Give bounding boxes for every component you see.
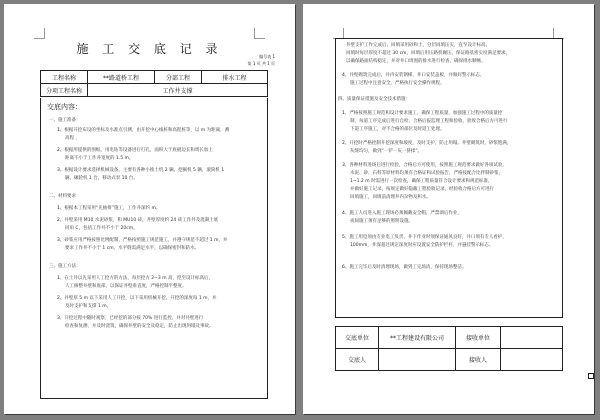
list-item-cont: 距离不小于工作井宽度的 1.5 m。 (65, 156, 134, 161)
content-heading: 交底内容： (47, 103, 82, 111)
label-subitem: 分项工程名称 (41, 84, 88, 97)
value-division: 排水工程 (202, 71, 268, 84)
list-item: 5、施工用电须由专业电工负责，井下作业时须保证通风良好，井口须有专人看护， (342, 235, 507, 240)
list-item-cont: 井壁支护工作完成后，回填采用砂和土，分层回填压实，直至设计标高。 (346, 43, 490, 48)
list-item-cont: 检查和复测，并及时浇筑，确保井壁的安全及稳定，防止出现坍塌及事故。 (65, 324, 214, 329)
label-issuing-unit: 交底单位 (336, 327, 379, 349)
label-project-name: 工程名称 (41, 71, 88, 84)
list-item-cont: 回填时每层厚度不超过 30 cm，回填后用压路机碾压，保证路基密实度满足要求， (346, 51, 510, 56)
value-receiving-unit (501, 327, 563, 349)
list-item-cont: 及时支护和支撑 1 m。 (65, 304, 112, 309)
list-item-cont: 人工修整井壁和底部，以保证井壁垂直度，严格控制平整度。 (65, 284, 187, 289)
list-item: 3、砂浆应用严格按照比例配制，严格按照施工规范施工，并遵守规范不超过 1 m，并 (57, 238, 228, 243)
list-item-cont: 1~1.2 m 时需进行一次检查，确保工程质量符合设计要求和规范标准， (350, 179, 493, 184)
resize-handle[interactable] (588, 373, 594, 379)
list-item-cont: 并做好施工记录，按规定做好隐蔽工程验收记录，经验收合格后方可进行 (350, 187, 494, 192)
value-project-name: **路道桥工程 (88, 71, 155, 84)
list-item-cont: 灰缝均匀，做到“一铲一灰一挤揉”。 (350, 149, 423, 154)
list-item-cont: 同角 C，包括工作井不小于 20cm。 (65, 226, 138, 231)
list-item: 1、根据本工程采用“先抽排”施工，工作井深约 m。 (57, 206, 161, 211)
list-item-cont: 辆，碾轮机 1 台，移动式泵 10 台。 (65, 176, 138, 181)
page-title: 施 工 交 底 记 录 (76, 42, 223, 56)
list-item: 2、开挖时严格控制开挖深度和坡度，及时支护，防止坍塌。井壁砌筑时，砂浆饱满， (342, 141, 512, 146)
info-row (41, 84, 268, 97)
section-heading: 三、施工方法： (49, 264, 81, 269)
value-issuer (379, 349, 456, 371)
serial-number: 编号表 1 (259, 54, 275, 59)
section-heading: 四、质量保证措施及安全技术措施： (338, 97, 410, 102)
info-row (41, 71, 268, 84)
list-item: 2、井壁采用 M10 水泥砂浆，和 MU10 砖，井壁厚度约 24 砖工作井及混凝土底 (57, 218, 219, 223)
value-receiver (501, 349, 563, 371)
content-box-continued (335, 38, 563, 318)
signature-table (335, 326, 563, 371)
document-page-right (303, 4, 594, 414)
list-item: 3、各种材料进场后进行检验，合格后方可使用，按照施工规范要求做好各项试验， (342, 163, 507, 168)
list-item-cont: 下道工序施工，对不合格的部位及时返工处理。 (350, 127, 445, 132)
list-item: 1、根据开挖布设的坐标及水准点引测，由开挖中心线桩和高程桩等，以 m 为距离，测 (57, 128, 230, 133)
list-item: 1、严格按照施工规范和设计要求施工，确保工程质量，加强施工过程中的质量控 (342, 111, 503, 116)
section-heading: 一、施工准备： (49, 118, 81, 123)
label-division: 分部工程 (155, 71, 202, 84)
list-item: 1、在土井以先采用人工挖方的方法，每层挖方 2~3 m 高，挖至设计标高后， (57, 276, 214, 281)
list-item-cont: 要求工作井不小于 1 cm，水平缝需满足水平，以确保密封和防水。 (65, 246, 200, 251)
document-page-left (4, 4, 295, 414)
list-item-cont: 施工过程中注意安全，严格执行安全操作规程。 (350, 81, 445, 86)
list-item: 3、根据设计要求选择机械设备，主要有各种小推土机 2 辆，挖掘机 5 辆，滚筒机 1 (57, 168, 225, 173)
crop-mark (34, 28, 45, 39)
list-item-cont: 高程 ， (65, 136, 80, 141)
crop-mark (254, 28, 265, 39)
label-receiving-unit: 接收单位 (456, 327, 501, 349)
list-item: 4、井壁砌筑完成后，井内安装钢梯，井口安装盖板，并做好警示标志。 (342, 73, 485, 78)
list-item-cont: 夜间施工须有足够的照明设施。 (350, 219, 413, 224)
info-table (40, 70, 268, 97)
list-item-cont: 100mm，井深超过规定深度时应设置安全防护栏杆，并悬挂警示标志。 (350, 243, 494, 248)
label-issuer: 交底人 (336, 349, 379, 371)
list-item-cont: 制，每道工序完成后进行自检，合格后报监理工程师验收，验收合格后方可进行 (350, 119, 508, 124)
label-receiver: 接收人 (456, 349, 501, 371)
value-issuing-unit: **工程建设有限公司 (379, 327, 456, 349)
signature-row (336, 327, 563, 349)
list-item-cont: 水泥、砂、石料等原材料均须有合格证和试验报告，严格按配合比拌制砂浆， (350, 171, 503, 176)
list-item: 3、开挖过程中随时观察，已经挖的部分按 70% 进行监控，并对井壁进行 (57, 316, 204, 321)
list-item-cont: 回填施工，回填前清理井内杂物及积水。 (350, 195, 431, 200)
list-item-cont: 以确保路面结构稳定，并对井口周围的排水进行检查，确保排水顺畅。 (346, 59, 486, 64)
list-item: 2、根据所提供的图纸，用电钻等设备进行打孔，面积大于底板边长和周长加上 (57, 148, 213, 153)
section-heading: 二、材料要求： (49, 194, 81, 199)
signature-row (336, 349, 563, 371)
page-count: 第 1 页 共 1 页 (247, 61, 275, 66)
list-item: 4、施工人员进入施工现场必须佩戴安全帽，严禁酒后作业， (342, 211, 462, 216)
list-item: 2、井壁厚 5 m 以下采用人工开挖，以下采用机械开挖，开挖的深度每 1 m，并 (57, 296, 217, 301)
value-subitem: 工作井支撑 (88, 84, 268, 97)
content-box (40, 98, 268, 399)
list-item: 6、施工完毕后及时清理现场，做到工完场清，保持现场整洁。 (342, 265, 467, 270)
